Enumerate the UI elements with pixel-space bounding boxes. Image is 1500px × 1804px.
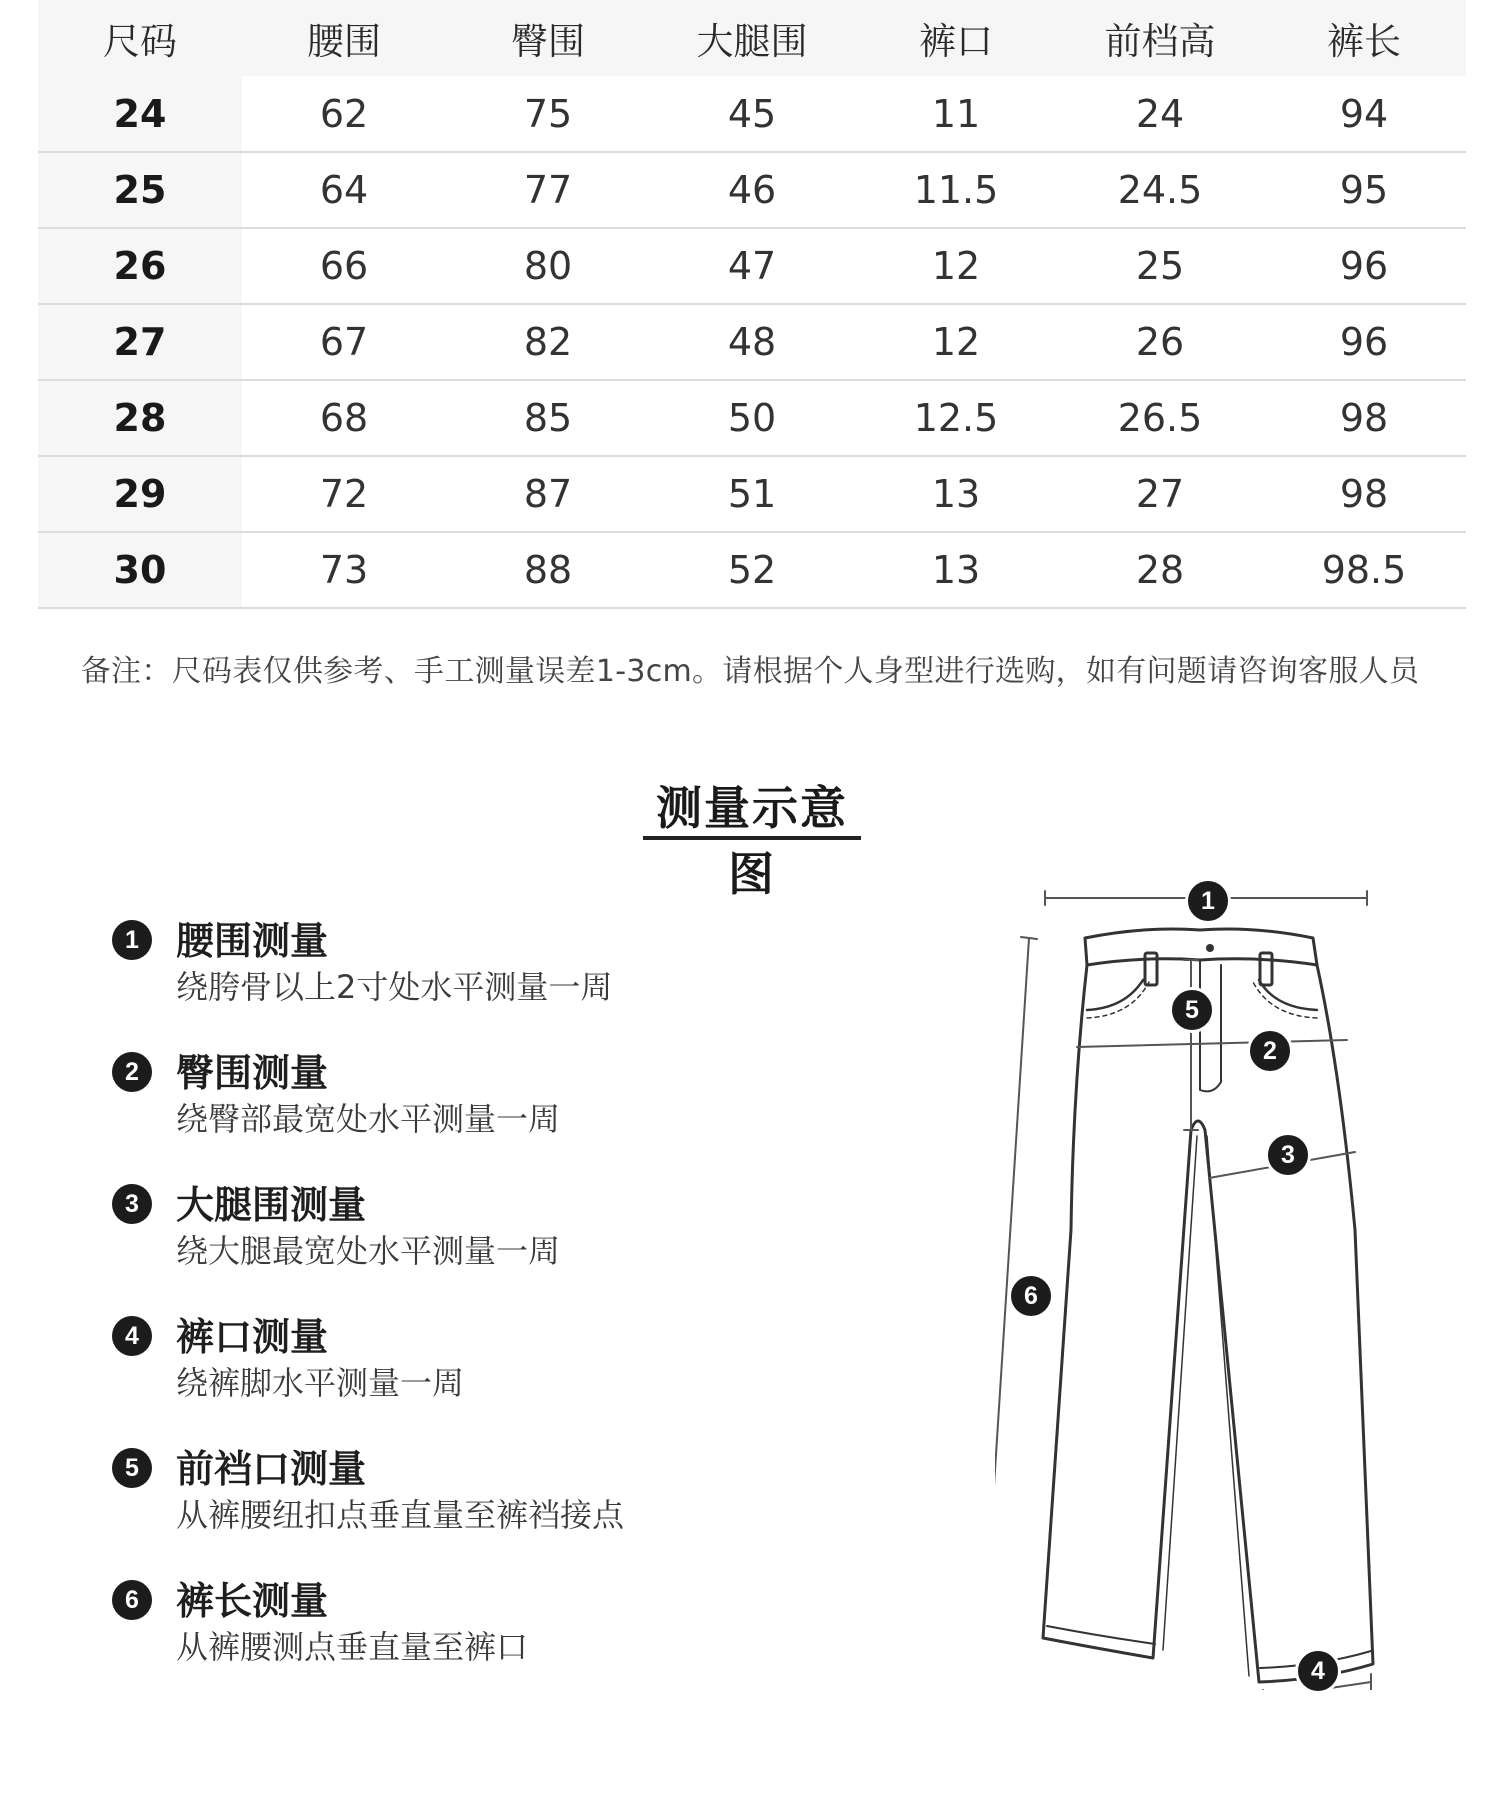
number-badge: 6 xyxy=(112,1580,152,1620)
measure-desc: 从裤腰纽扣点垂直量至裤裆接点 xyxy=(176,1496,625,1534)
table-cell: 94 xyxy=(1262,76,1466,152)
table-cell: 75 xyxy=(446,76,650,152)
measure-name: 腰围测量 xyxy=(176,919,329,963)
table-row xyxy=(38,380,1466,456)
table-cell: 13 xyxy=(854,532,1058,608)
header-thigh: 大腿围 xyxy=(696,20,808,63)
title-underline xyxy=(643,836,861,840)
measure-item-length xyxy=(112,1570,712,1702)
measure-item-hip xyxy=(112,1042,712,1174)
table-cell: 87 xyxy=(446,456,650,532)
size-cell: 26 xyxy=(38,228,242,304)
size-cell: 30 xyxy=(38,532,242,608)
table-cell: 47 xyxy=(650,228,854,304)
measure-name: 大腿围测量 xyxy=(176,1183,367,1227)
callout-3: 3 xyxy=(1265,1132,1311,1178)
table-row xyxy=(38,152,1466,228)
pants-outline xyxy=(1043,965,1373,1682)
callout-4: 4 xyxy=(1295,1648,1341,1694)
table-cell: 12.5 xyxy=(854,380,1058,456)
table-cell: 45 xyxy=(650,76,854,152)
button xyxy=(1206,944,1214,952)
table-cell: 11.5 xyxy=(854,152,1058,228)
number-badge: 5 xyxy=(112,1448,152,1488)
table-cell: 26.5 xyxy=(1058,380,1262,456)
hip-guide xyxy=(1077,1040,1347,1047)
size-cell: 24 xyxy=(38,76,242,152)
diagram-title: 测量示意图 xyxy=(656,781,848,901)
measure-desc: 绕臀部最宽处水平测量一周 xyxy=(176,1100,561,1138)
table-body xyxy=(38,76,1466,608)
inseam-stitch xyxy=(1207,1136,1249,1676)
belt-loop xyxy=(1260,953,1272,985)
table-cell: 51 xyxy=(650,456,854,532)
table-cell: 85 xyxy=(446,380,650,456)
number-badge: 1 xyxy=(112,920,152,960)
table-cell: 96 xyxy=(1262,304,1466,380)
table-cell: 46 xyxy=(650,152,854,228)
table-cell: 13 xyxy=(854,456,1058,532)
table-cell: 12 xyxy=(854,304,1058,380)
size-cell: 27 xyxy=(38,304,242,380)
table-row xyxy=(38,456,1466,532)
table-cell: 73 xyxy=(242,532,446,608)
table-row xyxy=(38,304,1466,380)
table-cell: 72 xyxy=(242,456,446,532)
measure-desc: 绕大腿最宽处水平测量一周 xyxy=(176,1232,561,1270)
table-cell: 88 xyxy=(446,532,650,608)
table-cell: 52 xyxy=(650,532,854,608)
table-cell: 26 xyxy=(1058,304,1262,380)
measure-desc: 从裤腰测点垂直量至裤口 xyxy=(176,1628,529,1666)
header-front-rise: 前档高 xyxy=(1104,20,1216,63)
table-cell: 24.5 xyxy=(1058,152,1262,228)
table-cell: 62 xyxy=(242,76,446,152)
table-cell: 28 xyxy=(1058,532,1262,608)
measure-name: 臀围测量 xyxy=(176,1051,329,1095)
table-cell: 12 xyxy=(854,228,1058,304)
number-badge: 3 xyxy=(112,1184,152,1224)
table-cell: 96 xyxy=(1262,228,1466,304)
table-cell: 82 xyxy=(446,304,650,380)
measure-item-hem xyxy=(112,1306,712,1438)
callout-1: 1 xyxy=(1185,878,1231,924)
number-badge: 2 xyxy=(112,1052,152,1092)
number-badge: 4 xyxy=(112,1316,152,1356)
table-cell: 98.5 xyxy=(1262,532,1466,608)
measure-name: 裤口测量 xyxy=(176,1315,329,1359)
table-cell: 11 xyxy=(854,76,1058,152)
inseam-stitch xyxy=(1163,1136,1197,1650)
header-length: 裤长 xyxy=(1327,20,1401,63)
header-waist: 腰围 xyxy=(307,20,381,63)
waistband-outline xyxy=(1085,929,1317,965)
size-cell: 29 xyxy=(38,456,242,532)
table-cell: 64 xyxy=(242,152,446,228)
table-cell: 50 xyxy=(650,380,854,456)
size-cell: 25 xyxy=(38,152,242,228)
pants-diagram xyxy=(995,886,1425,1690)
size-cell: 28 xyxy=(38,380,242,456)
table-cell: 80 xyxy=(446,228,650,304)
table-cell: 25 xyxy=(1058,228,1262,304)
measure-item-waist xyxy=(112,910,712,1042)
table-row xyxy=(38,228,1466,304)
pocket-left-stitch xyxy=(1087,982,1149,1018)
measure-name: 裤长测量 xyxy=(176,1579,329,1623)
table-cell: 68 xyxy=(242,380,446,456)
measure-item-thigh xyxy=(112,1174,712,1306)
pocket-left xyxy=(1087,980,1143,1010)
table-cell: 27 xyxy=(1058,456,1262,532)
table-cell: 95 xyxy=(1262,152,1466,228)
callout-6: 6 xyxy=(1008,1273,1054,1319)
table-cell: 67 xyxy=(242,304,446,380)
table-cell: 66 xyxy=(242,228,446,304)
callout-5: 5 xyxy=(1169,987,1215,1033)
table-row xyxy=(38,76,1466,152)
table-cell: 77 xyxy=(446,152,650,228)
size-table xyxy=(38,0,1466,609)
table-header-row xyxy=(38,0,1466,76)
disclaimer-note: 备注：尺码表仅供参考、手工测量误差1-3cm。请根据个人身型进行选购，如有问题请咨询客服人员 xyxy=(80,654,1420,689)
table-cell: 48 xyxy=(650,304,854,380)
header-size: 尺码 xyxy=(103,20,177,63)
table-cell: 98 xyxy=(1262,380,1466,456)
table-cell: 24 xyxy=(1058,76,1262,152)
measure-name: 前裆口测量 xyxy=(176,1447,367,1491)
table-cell: 98 xyxy=(1262,456,1466,532)
measure-desc: 绕胯骨以上2寸处水平测量一周 xyxy=(176,968,613,1006)
measure-desc: 绕裤脚水平测量一周 xyxy=(176,1364,465,1402)
header-hip: 臀围 xyxy=(511,20,585,63)
header-hem: 裤口 xyxy=(919,20,993,63)
measure-item-front-rise xyxy=(112,1438,712,1570)
table-row xyxy=(38,532,1466,608)
measurement-instructions xyxy=(112,910,712,1702)
callout-2: 2 xyxy=(1247,1028,1293,1074)
